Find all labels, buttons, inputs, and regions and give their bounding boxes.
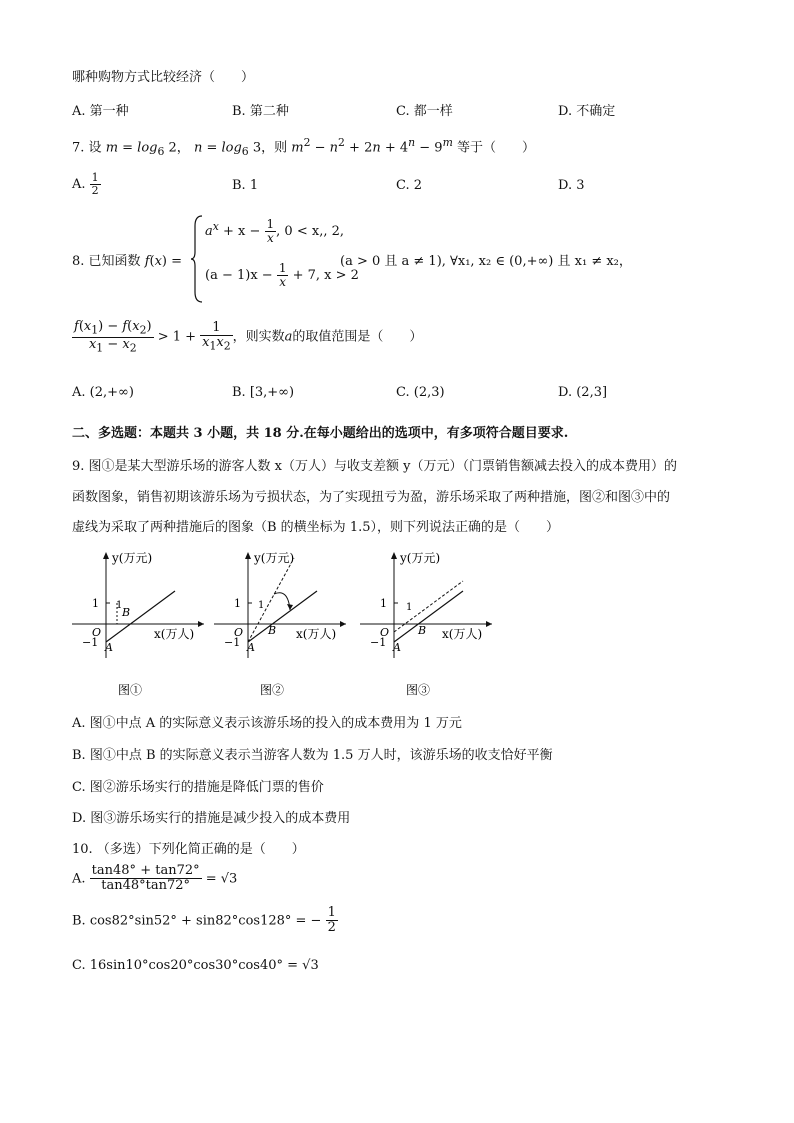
graph-3-ylabel: y(万元) xyxy=(400,551,441,565)
svg-text:1: 1 xyxy=(116,600,123,611)
svg-text:1: 1 xyxy=(258,600,265,611)
q10-option-b[interactable]: B. cos82°sin52° + sin82°cos128° = − $\frac{1}{2}$ xyxy=(72,905,336,936)
q9-line-2: 函数图象，销售初期该游乐场为亏损状态，为了实现扭亏为盈，游乐场采取了两种措施，图②和图③中的 xyxy=(72,490,671,505)
q8-option-c[interactable]: C. (2,3) xyxy=(396,385,445,400)
q6-option-b[interactable]: B. 第二种 xyxy=(232,104,289,119)
q6-tail: 哪种购物方式比较经济（ ） xyxy=(72,70,255,85)
q8-option-b[interactable]: B. [3,+∞) xyxy=(232,385,295,400)
q9-option-a[interactable]: A. 图①中点 A 的实际意义表示该游乐场的投入的成本费用为 1 万元 xyxy=(72,716,462,731)
q8-option-a[interactable]: A. (2,+∞) xyxy=(72,385,134,400)
q8-option-d[interactable]: D. (2,3] xyxy=(558,385,608,400)
svg-text:O: O xyxy=(92,626,102,639)
graph-2-ylabel: y(万元) xyxy=(254,551,295,565)
q7-option-b[interactable]: B. 1 xyxy=(232,178,259,193)
q7-option-d[interactable]: D. 3 xyxy=(558,178,585,193)
graph-1 xyxy=(72,548,207,698)
q10-stem: 10. （多选）下列化简正确的是（ ） xyxy=(72,842,305,857)
q8-brace xyxy=(190,214,204,304)
q7-suffix: 等于（ ） xyxy=(457,140,536,156)
q9-line-1: 9. 图①是某大型游乐场的游客人数 x（万人）与收支差额 y（万元）（门票销售额减去投入的成本费用）的 xyxy=(72,459,677,474)
svg-text:−1: −1 xyxy=(224,636,241,649)
svg-text:1: 1 xyxy=(92,597,99,610)
graph-1-xlabel: x(万人) xyxy=(154,627,195,641)
svg-text:O: O xyxy=(380,626,390,639)
q7-expr-lead: ，则 xyxy=(261,140,288,156)
q7-option-a[interactable]: A. $\frac{1}{2}$ xyxy=(72,171,99,198)
q8-condition: (a > 0 且 a ≠ 1), ∀x₁, x₂ ∈ (0,+∞) 且 x₁ ≠ x₂， xyxy=(340,254,632,269)
svg-text:B: B xyxy=(418,624,427,637)
q6-option-d[interactable]: D. 不确定 xyxy=(558,104,616,119)
q9-option-d[interactable]: D. 图③游乐场实行的措施是减少投入的成本费用 xyxy=(72,811,351,826)
q9-option-c[interactable]: C. 图②游乐场实行的措施是降低门票的售价 xyxy=(72,780,324,795)
q7-m-arg: 2 xyxy=(168,140,177,156)
q10-option-c[interactable]: C. 16sin10°cos20°cos30°cos40° = √3 xyxy=(72,958,319,973)
q7-option-c[interactable]: C. 2 xyxy=(396,178,423,193)
q6-option-a[interactable]: A. 第一种 xyxy=(72,104,129,119)
svg-text:1: 1 xyxy=(406,602,413,613)
q7-n-arg: 3 xyxy=(252,140,262,156)
graph-1-caption: 图① xyxy=(118,683,143,697)
q9-line-3: 虚线为采取了两种措施后的图象（B 的横坐标为 1.5），则下列说法正确的是（ ） xyxy=(72,520,559,535)
svg-text:B: B xyxy=(122,606,131,619)
svg-text:O: O xyxy=(234,626,244,639)
section-2-heading: 二、多选题：本题共 3 小题，共 18 分.在每小题给出的选项中，有多项符合题目要求. xyxy=(72,426,569,441)
graph-3-caption: 图③ xyxy=(406,683,431,697)
q9-option-b[interactable]: B. 图①中点 B 的实际意义表示当游客人数为 1.5 万人时，该游乐场的收支恰好平衡 xyxy=(72,748,553,763)
graph-2 xyxy=(214,548,349,698)
graph-3-xlabel: x(万人) xyxy=(442,627,483,641)
q10-option-a[interactable]: A. $\frac{\tan 48^\circ + \tan 72^\circ}{\tan 48^\circ\tan 72^\circ}$ = √3 xyxy=(72,863,238,894)
q7-prefix: 7. 设 xyxy=(72,140,102,156)
q8-case-1: $a^x + x$ − $\frac{1}{x}$ , 0 < x,, 2, xyxy=(205,217,344,246)
svg-text:A: A xyxy=(105,641,113,654)
q7-m-base: 6 xyxy=(157,144,165,158)
svg-text:1: 1 xyxy=(234,597,241,610)
graph-1-ylabel: y(万元) xyxy=(112,551,153,565)
svg-text:−1: −1 xyxy=(370,636,387,649)
svg-text:B: B xyxy=(268,624,277,637)
graph-3 xyxy=(360,548,495,698)
q8-inequality: $\frac{f(x_1) - f(x_2)}{x_1 - x_2}$ > 1 + $\frac{1}{x_1x_2}$ ，则实数a的取值范围是（ ） xyxy=(74,319,423,355)
question-7-stem: 7. 设 $m = \log_6 2$， $n = \log_6 3$，则 $m^2 - n^2 + 2n + 4^n - 9^m$ 等于（ ） xyxy=(72,136,536,158)
svg-text:1: 1 xyxy=(380,597,387,610)
q7-n-base: 6 xyxy=(241,144,249,158)
q7-m-def: m = log xyxy=(105,140,158,156)
q7-n-def: n = log xyxy=(193,140,242,156)
svg-text:A: A xyxy=(393,641,401,654)
svg-text:−1: −1 xyxy=(82,636,99,649)
graph-2-xlabel: x(万人) xyxy=(296,627,337,641)
q8-case-2: (a − 1)x − $\frac{1}{x}$ + 7, x > 2 xyxy=(205,261,359,290)
q6-option-c[interactable]: C. 都一样 xyxy=(396,104,453,119)
svg-text:A: A xyxy=(247,641,255,654)
q8-prefix: 8. 已知函数 f(x) = xyxy=(72,254,183,269)
graph-2-caption: 图② xyxy=(260,683,285,697)
